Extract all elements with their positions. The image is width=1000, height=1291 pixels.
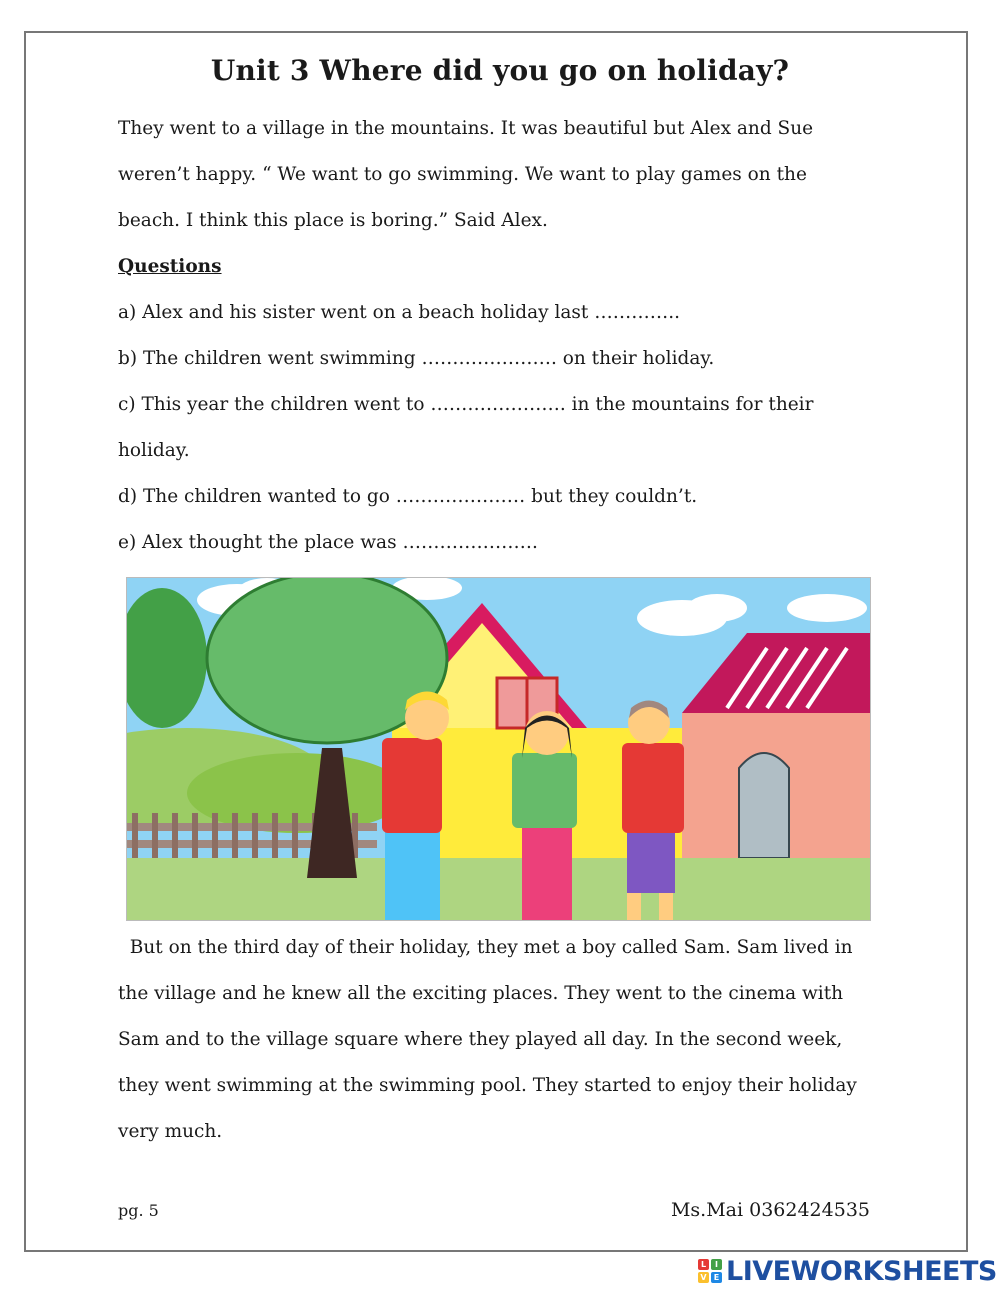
story-line-5: very much.: [118, 1121, 223, 1142]
intro-line-1: They went to a village in the mountains. It was beautiful but Alex and Sue: [118, 118, 814, 139]
question-b: b) The children went swimming …………………. on their holiday.: [118, 348, 715, 369]
question-d: d) The children wanted to go ………………… but they couldn’t.: [118, 486, 698, 507]
liveworksheets-wordmark: LIVEWORKSHEETS: [726, 1255, 997, 1287]
story-line-1: But on the third day of their holiday, they met a boy called Sam. Sam lived in: [118, 937, 853, 958]
question-c-continued: holiday.: [118, 440, 190, 461]
page-title: Unit 3 Where did you go on holiday?: [210, 54, 790, 87]
logo-letter-i: I: [711, 1259, 722, 1270]
story-line-4: they went swimming at the swimming pool. They started to enjoy their holiday: [118, 1075, 857, 1096]
intro-line-3: beach. I think this place is boring.” Said Alex.: [118, 210, 548, 231]
story-line-3: Sam and to the village square where they played all day. In the second week,: [118, 1029, 843, 1050]
question-c: c) This year the children went to …………………. in the mountains for their: [118, 394, 814, 415]
intro-line-2: weren’t happy. “ We want to go swimming. We want to play games on the: [118, 164, 807, 185]
logo-letter-v: V: [698, 1272, 709, 1283]
logo-letter-e: E: [711, 1272, 722, 1283]
village-scene-illustration: [126, 577, 871, 921]
liveworksheets-brand[interactable]: [698, 1256, 997, 1286]
question-e: e) Alex thought the place was ………………….: [118, 532, 538, 553]
page-number: pg. 5: [118, 1201, 159, 1220]
question-a: a) Alex and his sister went on a beach holiday last …………..: [118, 302, 680, 323]
story-line-2: the village and he knew all the exciting places. They went to the cinema with: [118, 983, 844, 1004]
logo-letter-l: L: [698, 1259, 709, 1270]
liveworksheets-logo-icon: [698, 1259, 722, 1283]
author-contact: Ms.Mai 0362424535: [670, 1199, 870, 1221]
questions-heading: Questions: [118, 256, 222, 277]
